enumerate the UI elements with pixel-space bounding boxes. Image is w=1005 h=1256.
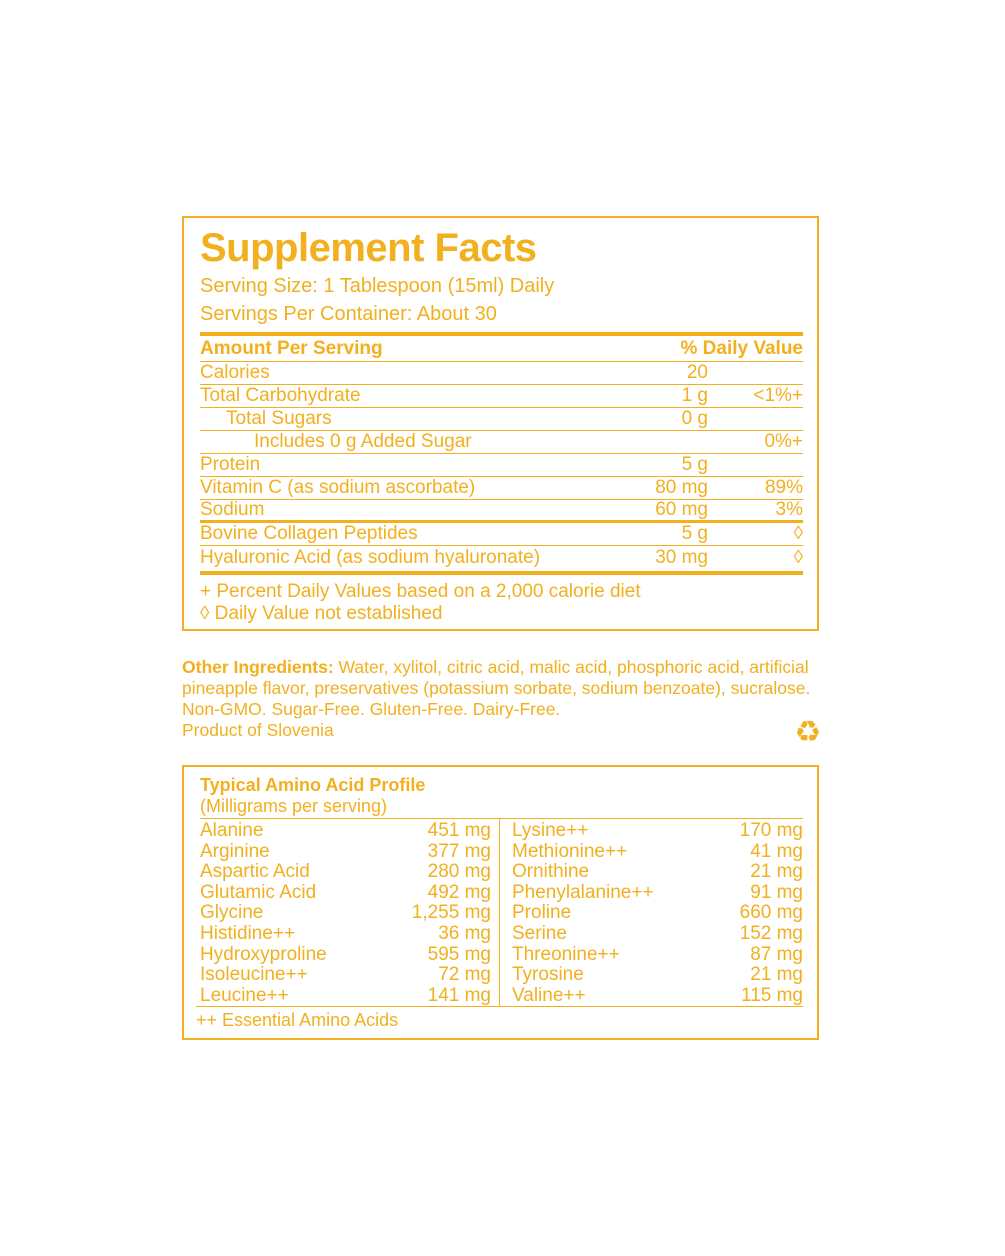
- amino-amount: 280 mg: [427, 861, 491, 883]
- amino-amount: 36 mg: [438, 922, 491, 944]
- facts-row-sodium: [200, 500, 803, 523]
- amino-amount: 152 mg: [739, 922, 803, 944]
- nutrient-amount: 80 mg: [655, 477, 708, 498]
- nutrient-name: Calories: [200, 362, 270, 383]
- amino-row: [200, 842, 491, 863]
- amino-name: Methionine++: [512, 840, 628, 862]
- nutrient-amount: 5 g: [681, 454, 708, 475]
- amino-row: [200, 862, 491, 883]
- header-amount-per-serving: Amount Per Serving: [200, 337, 383, 359]
- amino-row: [512, 965, 803, 986]
- amino-name: Glycine: [200, 902, 264, 924]
- facts-row-hyaluronic-acid: [200, 546, 803, 569]
- recycle-icon: ♻: [794, 716, 822, 749]
- footnote-not-established: ◊ Daily Value not established: [200, 603, 443, 624]
- facts-title: Supplement Facts: [200, 226, 537, 270]
- facts-row-added-sugar: [200, 431, 803, 454]
- amino-subtitle: (Milligrams per serving): [200, 796, 388, 816]
- amino-amount: 595 mg: [427, 943, 491, 965]
- facts-row-bovine-collagen: [200, 523, 803, 546]
- nutrient-amount: 20: [686, 362, 708, 383]
- amino-row: [200, 945, 491, 966]
- facts-row-total-carbohydrate: [200, 385, 803, 408]
- other-ingredients: [182, 657, 819, 741]
- amino-amount: 1,255 mg: [411, 902, 491, 924]
- amino-name: Hydroxyproline: [200, 943, 327, 965]
- nutrient-name: Hyaluronic Acid (as sodium hyaluronate): [200, 546, 541, 568]
- header-daily-value: % Daily Value: [680, 337, 803, 359]
- amino-column-right: [500, 819, 803, 1006]
- nutrient-amount: 30 mg: [655, 546, 708, 568]
- amino-row: [512, 986, 803, 1007]
- nutrient-dv: ◊: [793, 523, 803, 544]
- amino-footnote: ++ Essential Amino Acids: [196, 1006, 803, 1031]
- amino-row: [512, 903, 803, 924]
- amino-row: [512, 821, 803, 842]
- amino-amount: 377 mg: [427, 840, 491, 862]
- amino-title: Typical Amino Acid Profile: [200, 775, 426, 795]
- amino-row: [200, 924, 491, 945]
- product-origin: Product of Slovenia: [182, 720, 334, 740]
- amino-amount: 91 mg: [750, 881, 803, 903]
- amino-amount: 41 mg: [750, 840, 803, 862]
- amino-row: [512, 945, 803, 966]
- amino-row: [200, 903, 491, 924]
- nutrient-amount: 60 mg: [655, 499, 708, 520]
- amino-row: [200, 883, 491, 904]
- nutrient-amount: 1 g: [681, 385, 708, 406]
- facts-row-total-sugars: [200, 408, 803, 431]
- amino-name: Histidine++: [200, 922, 296, 944]
- amino-row: [200, 821, 491, 842]
- facts-header-row: [200, 336, 803, 362]
- amino-amount: 21 mg: [750, 861, 803, 883]
- nutrient-amount: 5 g: [681, 523, 708, 544]
- nutrient-name: Includes 0 g Added Sugar: [254, 431, 472, 452]
- amino-name: Valine++: [512, 984, 586, 1006]
- other-ingredients-text: Water, xylitol, citric acid, malic acid, phosphoric acid, artificial pineapple flavor, preservatives (potassium sorbate, sodium benzoate), sucralose. Non-GMO. Sugar-Free. Gluten-Free. Dairy-Free.: [182, 657, 811, 719]
- amino-name: Alanine: [200, 820, 264, 841]
- amino-row: [512, 924, 803, 945]
- amino-name: Tyrosine: [512, 964, 584, 986]
- amino-amount: 141 mg: [427, 984, 491, 1006]
- amino-column-left: [200, 819, 500, 1006]
- facts-row-protein: [200, 454, 803, 477]
- amino-amount: 660 mg: [739, 902, 803, 924]
- amino-name: Threonine++: [512, 943, 620, 965]
- nutrient-dv: ◊: [793, 546, 803, 568]
- amino-row: [512, 862, 803, 883]
- amino-name: Lysine++: [512, 820, 589, 841]
- servings-per-container: Servings Per Container: About 30: [200, 303, 497, 325]
- amino-name: Serine: [512, 922, 567, 944]
- other-ingredients-label: Other Ingredients:: [182, 657, 334, 677]
- amino-row: [512, 883, 803, 904]
- amino-name: Aspartic Acid: [200, 861, 310, 883]
- amino-amount: 21 mg: [750, 964, 803, 986]
- amino-name: Arginine: [200, 840, 270, 862]
- facts-row-calories: [200, 362, 803, 385]
- amino-amount: 451 mg: [427, 820, 491, 841]
- nutrient-dv: 89%: [764, 477, 803, 498]
- nutrient-name: Total Sugars: [226, 408, 332, 429]
- facts-footnotes: [200, 581, 803, 625]
- supplement-facts-panel: [182, 216, 819, 631]
- footnote-daily-values: + Percent Daily Values based on a 2,000 calorie diet: [200, 581, 641, 602]
- amino-name: Proline: [512, 902, 572, 924]
- amino-row: [512, 842, 803, 863]
- amino-name: Phenylalanine++: [512, 881, 654, 903]
- serving-size: Serving Size: 1 Tablespoon (15ml) Daily: [200, 275, 555, 297]
- amino-name: Isoleucine++: [200, 964, 308, 986]
- nutrient-name: Sodium: [200, 499, 265, 520]
- amino-amount: 72 mg: [438, 964, 491, 986]
- thick-divider-bottom: [200, 571, 803, 575]
- nutrient-name: Total Carbohydrate: [200, 385, 361, 406]
- amino-row: [200, 986, 491, 1007]
- nutrient-name: Protein: [200, 454, 261, 475]
- amino-amount: 492 mg: [427, 881, 491, 903]
- nutrient-name: Vitamin C (as sodium ascorbate): [200, 477, 476, 498]
- nutrient-dv: 3%: [775, 499, 803, 520]
- amino-columns: [200, 819, 803, 1006]
- amino-name: Glutamic Acid: [200, 881, 317, 903]
- amino-amount: 115 mg: [741, 984, 803, 1006]
- facts-row-vitamin-c: [200, 477, 803, 500]
- nutrient-name: Bovine Collagen Peptides: [200, 523, 418, 544]
- amino-amount: 87 mg: [750, 943, 803, 965]
- amino-acid-profile-panel: [182, 765, 819, 1040]
- nutrient-dv: <1%+: [753, 385, 803, 406]
- nutrient-amount: 0 g: [681, 408, 708, 429]
- amino-name: Ornithine: [512, 861, 590, 883]
- amino-row: [200, 965, 491, 986]
- nutrient-dv: 0%+: [764, 431, 803, 452]
- amino-name: Leucine++: [200, 984, 289, 1006]
- amino-amount: 170 mg: [739, 820, 803, 841]
